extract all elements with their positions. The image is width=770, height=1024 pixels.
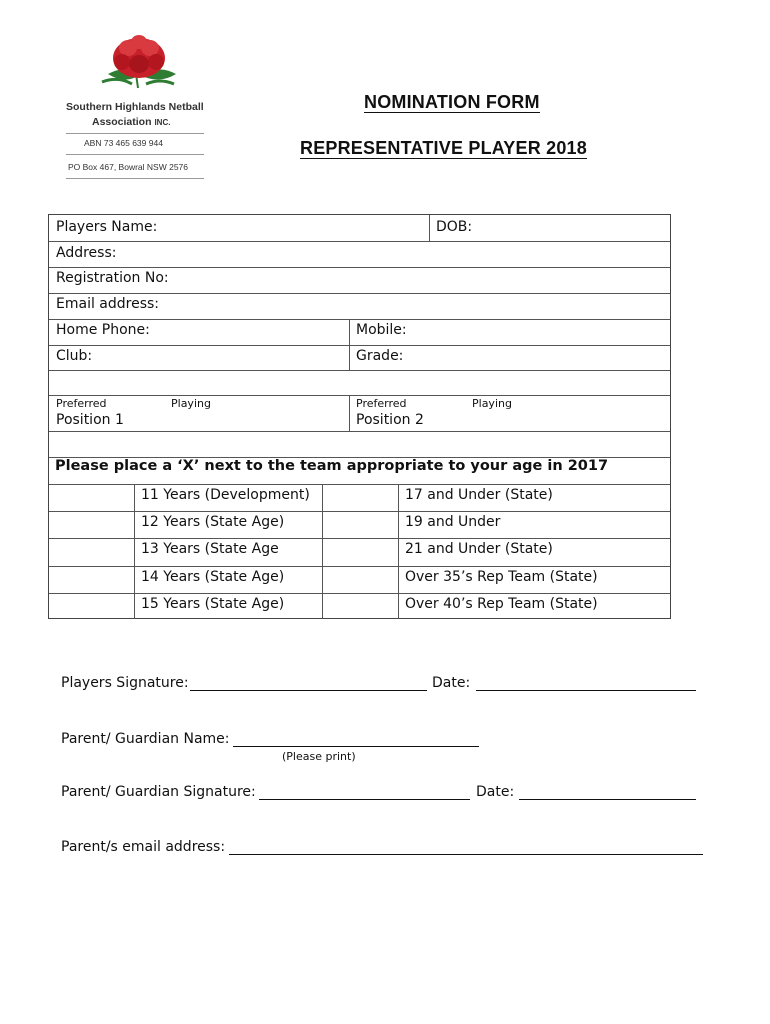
- date-label: Date:: [432, 675, 471, 691]
- team-option-left[interactable]: 15 Years (State Age): [141, 596, 285, 612]
- registration-field[interactable]: Registration No:: [56, 270, 169, 286]
- please-print-note: (Please print): [282, 750, 356, 763]
- team-option-right[interactable]: 17 and Under (State): [405, 487, 553, 503]
- team-option-right[interactable]: Over 40’s Rep Team (State): [405, 596, 598, 612]
- position2-playing: Playing: [472, 397, 512, 410]
- home-phone-field[interactable]: Home Phone:: [56, 322, 150, 338]
- address-field[interactable]: Address:: [56, 245, 117, 261]
- org-name-line1: Southern Highlands Netball: [66, 101, 204, 113]
- players-name-field[interactable]: Players Name:: [56, 219, 158, 235]
- guardian-name-line[interactable]: [233, 746, 479, 747]
- team-option-left[interactable]: 14 Years (State Age): [141, 569, 285, 585]
- team-option-right[interactable]: 21 and Under (State): [405, 541, 553, 557]
- logo-divider: [66, 154, 204, 155]
- email-field[interactable]: Email address:: [56, 296, 160, 312]
- parent-email-label: Parent/s email address:: [61, 839, 226, 855]
- org-name-line2: Association: [92, 116, 152, 128]
- form-title: NOMINATION FORM: [364, 92, 540, 112]
- org-po-box: PO Box 467, Bowral NSW 2576: [68, 162, 189, 172]
- waratah-flower-icon: [98, 34, 180, 90]
- guardian-signature-line[interactable]: [259, 799, 470, 800]
- guardian-signature-label: Parent/ Guardian Signature:: [61, 784, 256, 800]
- club-field[interactable]: Club:: [56, 348, 93, 364]
- mobile-field[interactable]: Mobile:: [356, 322, 407, 338]
- date-line[interactable]: [476, 690, 696, 691]
- position1-preferred: Preferred: [56, 397, 107, 410]
- organisation-name: [66, 100, 216, 130]
- age-team-heading: Please place a ‘X’ next to the team appropriate to your age in 2017: [55, 458, 609, 474]
- team-option-left[interactable]: 13 Years (State Age: [141, 541, 279, 557]
- team-option-left[interactable]: 12 Years (State Age): [141, 514, 285, 530]
- players-signature-label: Players Signature:: [61, 675, 189, 691]
- logo-divider: [66, 133, 204, 134]
- grade-field[interactable]: Grade:: [356, 348, 404, 364]
- position1-playing: Playing: [171, 397, 211, 410]
- org-abn: ABN 73 465 639 944: [84, 138, 163, 148]
- logo-divider: [66, 178, 204, 179]
- dob-field[interactable]: DOB:: [436, 219, 473, 235]
- nomination-table: [48, 214, 671, 619]
- players-signature-line[interactable]: [190, 690, 427, 691]
- team-option-right[interactable]: 19 and Under: [405, 514, 501, 530]
- team-option-right[interactable]: Over 35’s Rep Team (State): [405, 569, 598, 585]
- date-line[interactable]: [519, 799, 696, 800]
- position1-field[interactable]: Position 1: [56, 412, 124, 428]
- guardian-name-label: Parent/ Guardian Name:: [61, 731, 230, 747]
- parent-email-line[interactable]: [229, 854, 703, 855]
- form-subtitle: REPRESENTATIVE PLAYER 2018: [300, 138, 587, 158]
- position2-preferred: Preferred: [356, 397, 407, 410]
- position2-field[interactable]: Position 2: [356, 412, 424, 428]
- team-option-left[interactable]: 11 Years (Development): [141, 487, 310, 503]
- org-inc: INC.: [154, 118, 171, 127]
- date-label: Date:: [476, 784, 515, 800]
